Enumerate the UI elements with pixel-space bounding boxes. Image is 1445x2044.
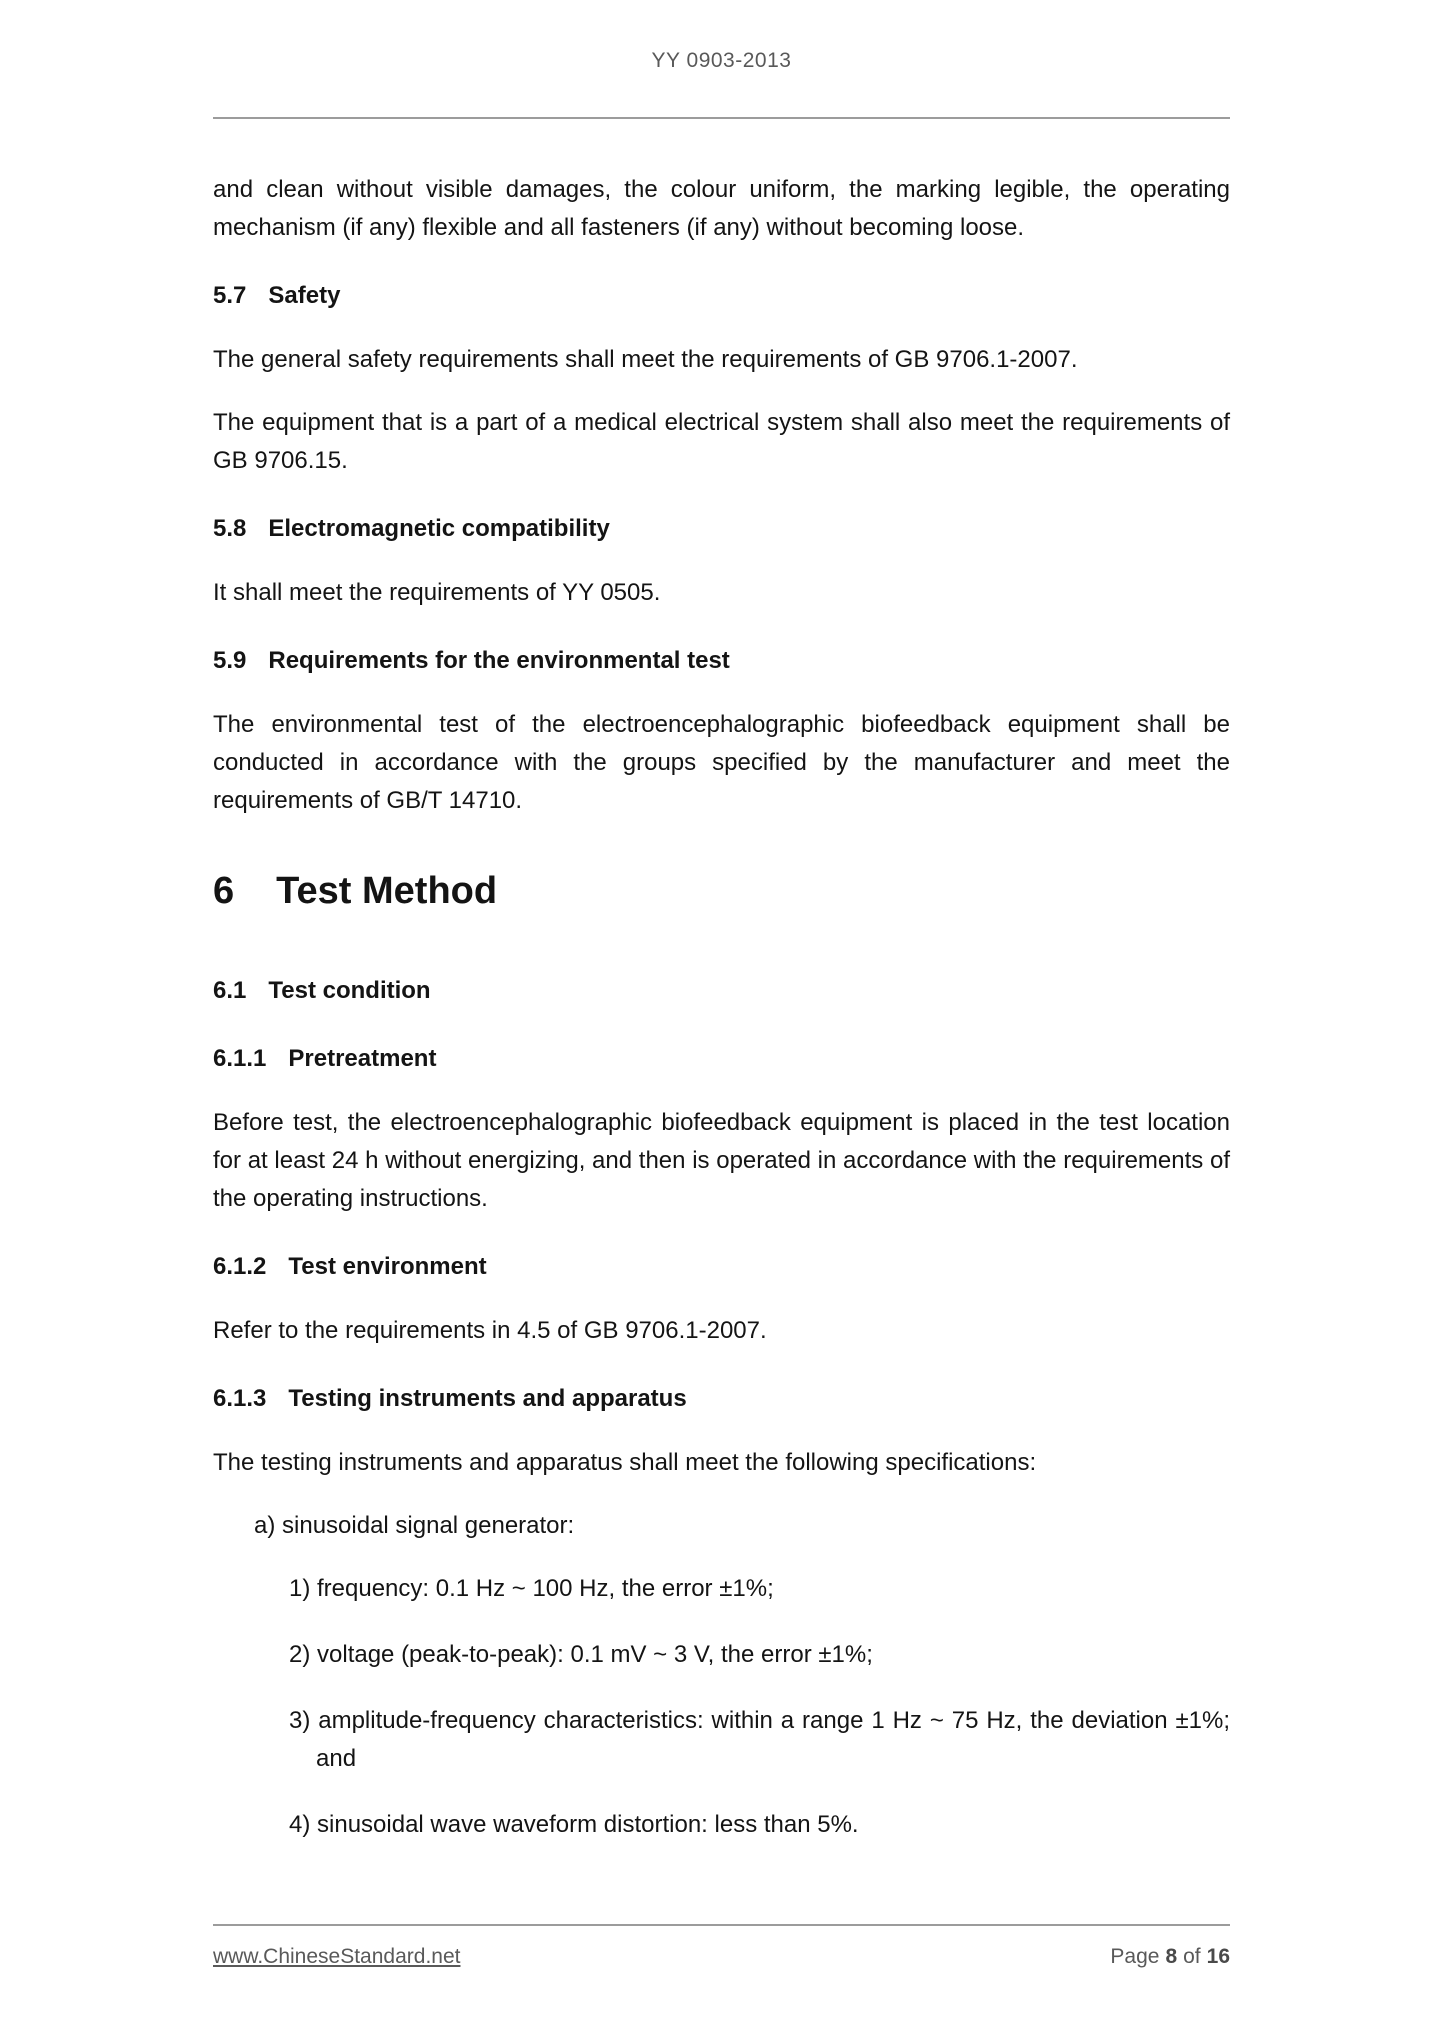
section-number: 5.9 bbox=[213, 647, 247, 674]
section-heading-5-9 bbox=[213, 642, 1230, 680]
list-item-4: 4) sinusoidal wave waveform distortion: less than 5%. bbox=[289, 1811, 859, 1838]
section-title: Test environment bbox=[288, 1253, 487, 1280]
section-title: Test condition bbox=[268, 977, 431, 1004]
section-number: 5.7 bbox=[213, 282, 247, 309]
paragraph: Before test, the electroencephalographic biofeedback equipment is placed in the test location for at least 24 h without energizing, and then is operated in accordance with the requirements of the operating instructions. bbox=[213, 1109, 1230, 1212]
page-footer bbox=[213, 1924, 1230, 1972]
section-number: 6.1.2 bbox=[213, 1253, 267, 1280]
section-title: Requirements for the environmental test bbox=[268, 647, 730, 674]
chapter-title: Test Method bbox=[276, 870, 498, 912]
section-number: 6.1 bbox=[213, 977, 247, 1004]
section-heading-6-1-2 bbox=[213, 1248, 1230, 1286]
paragraph-intro: and clean without visible damages, the colour uniform, the marking legible, the operating mechanism (if any) flexible and all fasteners (if any) without becoming loose. bbox=[213, 176, 1230, 241]
page-number: 8 bbox=[1165, 1945, 1178, 1968]
section-title: Testing instruments and apparatus bbox=[288, 1385, 687, 1412]
section-heading-5-7 bbox=[213, 277, 1230, 315]
section-title: Safety bbox=[268, 282, 341, 309]
document-body bbox=[213, 117, 1230, 1844]
section-number: 6.1.1 bbox=[213, 1045, 267, 1072]
list-item-a: a) sinusoidal signal generator: bbox=[254, 1512, 575, 1539]
page-label: Page bbox=[1110, 1945, 1160, 1968]
paragraph: The environmental test of the electroencephalographic biofeedback equipment shall be conducted in accordance with the groups specified by the manufacturer and meet the requirements of GB/T 14710. bbox=[213, 711, 1230, 814]
paragraph: The equipment that is a part of a medical electrical system shall also meet the requirements of GB 9706.15. bbox=[213, 409, 1230, 474]
footer-site-link[interactable]: www.ChineseStandard.net bbox=[213, 1945, 461, 1968]
section-number: 5.8 bbox=[213, 515, 247, 542]
standard-number-header: YY 0903-2013 bbox=[651, 49, 792, 72]
page-total: 16 bbox=[1206, 1945, 1230, 1968]
section-heading-6-1-1 bbox=[213, 1040, 1230, 1078]
chapter-heading-6 bbox=[213, 866, 1230, 916]
page-header bbox=[213, 0, 1230, 119]
page-indicator bbox=[1110, 1942, 1230, 1972]
section-heading-5-8 bbox=[213, 510, 1230, 548]
section-number: 6.1.3 bbox=[213, 1385, 267, 1412]
list-item-2: 2) voltage (peak-to-peak): 0.1 mV ~ 3 V, the error ±1%; bbox=[289, 1641, 873, 1668]
paragraph: It shall meet the requirements of YY 0505. bbox=[213, 579, 661, 606]
section-title: Electromagnetic compatibility bbox=[268, 515, 610, 542]
of-label: of bbox=[1183, 1945, 1201, 1968]
chapter-number: 6 bbox=[213, 870, 235, 912]
list-item-1: 1) frequency: 0.1 Hz ~ 100 Hz, the error ±1%; bbox=[289, 1575, 774, 1602]
section-heading-6-1 bbox=[213, 972, 1230, 1010]
section-heading-6-1-3 bbox=[213, 1380, 1230, 1418]
paragraph: The general safety requirements shall meet the requirements of GB 9706.1-2007. bbox=[213, 346, 1078, 373]
list-item-3: 3) amplitude-frequency characteristics: within a range 1 Hz ~ 75 Hz, the deviation ±1%; and bbox=[289, 1707, 1230, 1772]
paragraph: The testing instruments and apparatus shall meet the following specifications: bbox=[213, 1449, 1037, 1476]
section-title: Pretreatment bbox=[288, 1045, 437, 1072]
paragraph: Refer to the requirements in 4.5 of GB 9706.1-2007. bbox=[213, 1317, 767, 1344]
